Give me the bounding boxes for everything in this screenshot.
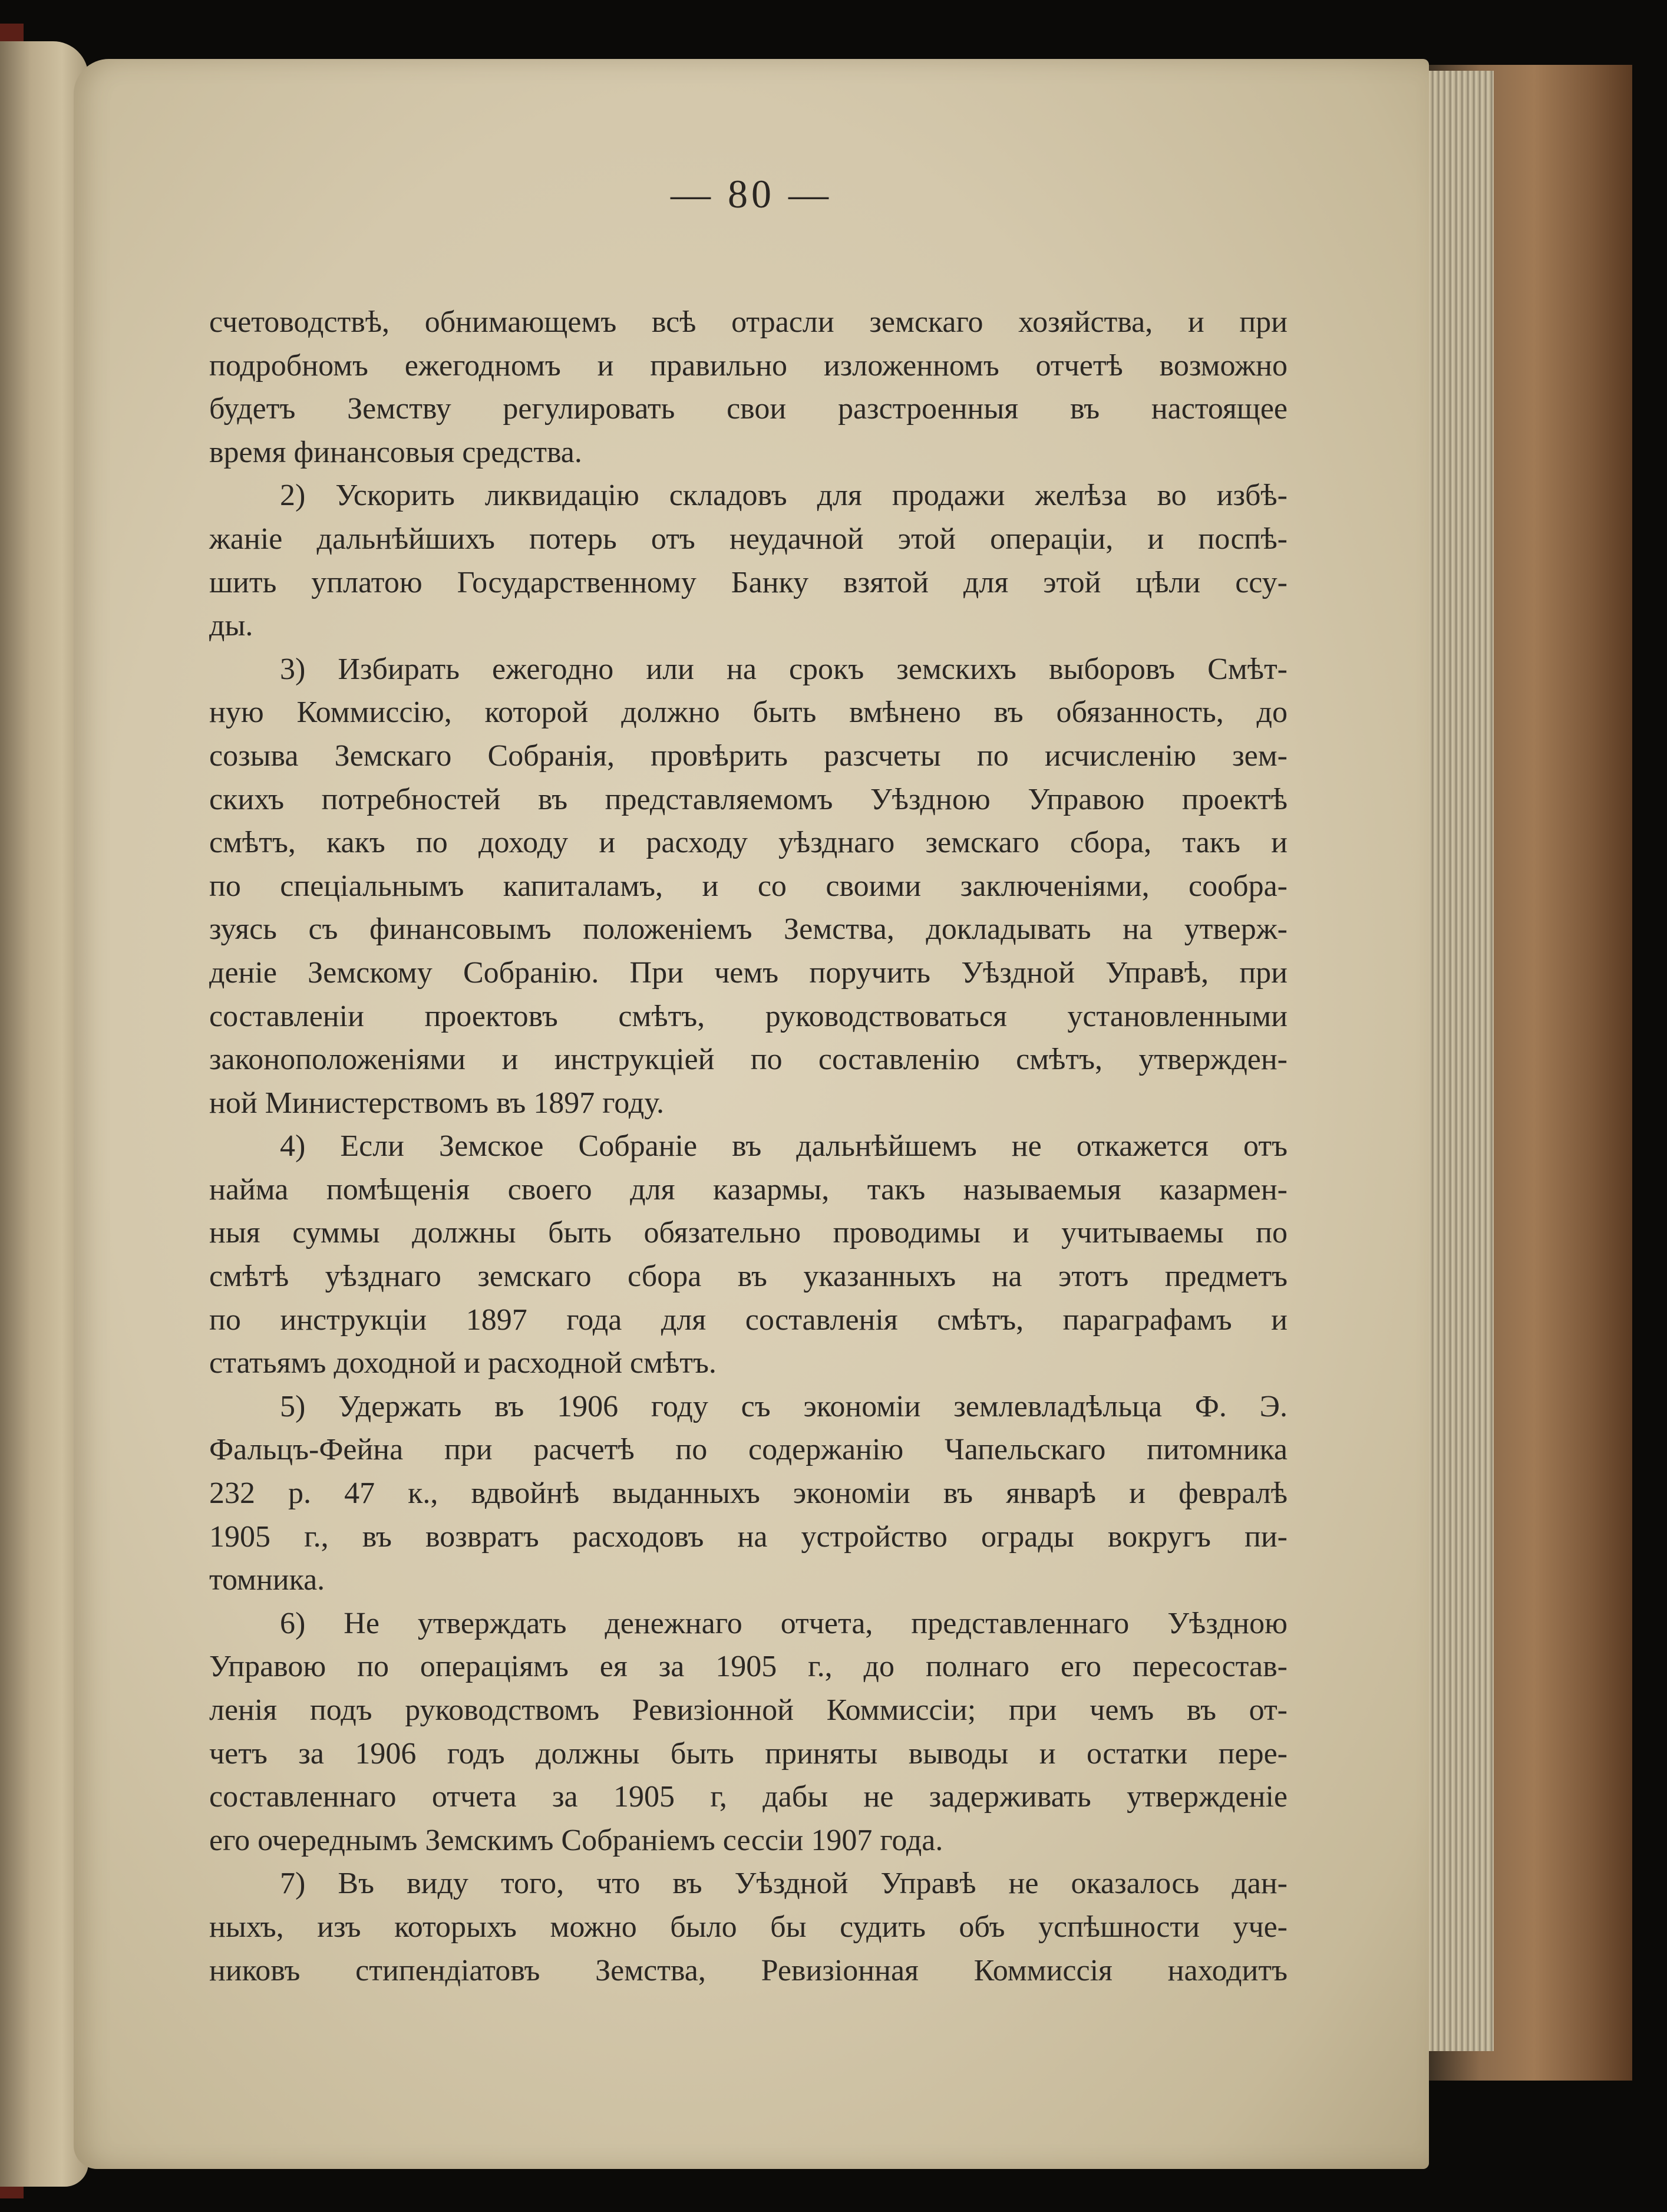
text-line: будетъ Земству регулировать свои разстроенныя въ настоящее xyxy=(209,392,1288,426)
text-line: 5) Удержать въ 1906 году съ экономіи землевладѣльца Ф. Э. xyxy=(280,1389,1288,1423)
text-line: 4) Если Земское Собраніе въ дальнѣйшемъ не откажется отъ xyxy=(280,1129,1288,1163)
text-line: статьямъ доходной и расходной смѣтъ. xyxy=(209,1346,717,1380)
text-line: никовъ стипендіатовъ Земства, Ревизіонная Коммиссія находитъ xyxy=(209,1953,1288,1987)
paragraph xyxy=(209,1602,1288,1862)
text-line: ныя суммы должны быть обязательно проводимы и учитываемы по xyxy=(209,1216,1288,1250)
text-line: 1905 г., въ возвратъ расходовъ на устройство ограды вокругъ пи- xyxy=(209,1519,1288,1554)
text-line: 232 р. 47 к., вдвойнѣ выданныхъ экономіи въ январѣ и февралѣ xyxy=(209,1476,1288,1511)
text-line: 2) Ускорить ликвидацію складовъ для продажи желѣза во избѣ- xyxy=(280,479,1288,513)
page-text xyxy=(209,301,1288,1992)
text-line: ды. xyxy=(209,609,253,643)
text-line: Фальцъ-Фейна при расчетѣ по содержанію Чапельскаго питомника xyxy=(209,1433,1288,1467)
paragraph xyxy=(209,648,1288,1125)
paragraph xyxy=(209,301,1288,474)
text-line: скихъ потребностей въ представляемомъ Уѣздною Управою проектѣ xyxy=(209,782,1288,816)
page-number: — 80 — xyxy=(671,172,832,216)
text-line: составленнаго отчета за 1905 г, дабы не задерживать утвержденіе xyxy=(209,1780,1288,1814)
text-line: Управою по операціямъ ея за 1905 г., до полнаго его пересостав- xyxy=(209,1650,1288,1684)
text-line: по инструкціи 1897 года для составленія смѣтъ, параграфамъ и xyxy=(209,1303,1288,1337)
text-line: томника. xyxy=(209,1563,325,1597)
text-line: ную Коммиссію, которой должно быть вмѣнено въ обязанность, до xyxy=(209,695,1288,730)
text-line: найма помѣщенія своего для казармы, такъ называемыя казармен- xyxy=(209,1172,1288,1206)
text-line: ленія подъ руководствомъ Ревизіонной Коммиссіи; при чемъ въ от- xyxy=(209,1693,1288,1727)
text-line: подробномъ ежегодномъ и правильно изложенномъ отчетѣ возможно xyxy=(209,348,1288,383)
text-line: зуясь съ финансовымъ положеніемъ Земства, докладывать на утверж- xyxy=(209,912,1288,947)
text-line: созыва Земскаго Собранія, провѣрить разсчеты по исчисленію зем- xyxy=(209,739,1288,773)
text-line: по спеціальнымъ капиталамъ, и со своими заключеніями, сообра- xyxy=(209,869,1288,903)
paragraph xyxy=(209,1862,1288,1992)
book-page xyxy=(74,59,1429,2169)
text-line: шить уплатою Государственному Банку взятой для этой цѣли ссу- xyxy=(209,565,1288,599)
text-line: смѣтѣ уѣзднаго земскаго сбора въ указанныхъ на этотъ предметъ xyxy=(209,1260,1288,1294)
text-line: 6) Не утверждать денежнаго отчета, представленнаго Уѣздною xyxy=(280,1606,1288,1640)
text-line: смѣтъ, какъ по доходу и расходу уѣзднаго земскаго сбора, такъ и xyxy=(209,826,1288,860)
text-line: составленіи проектовъ смѣтъ, руководствоваться установленными xyxy=(209,999,1288,1033)
text-line: законоположеніями и инструкціей по составленію смѣтъ, утвержден- xyxy=(209,1043,1288,1077)
text-line: четъ за 1906 годъ должны быть приняты выводы и остатки пере- xyxy=(209,1736,1288,1771)
text-line: ной Министерствомъ въ 1897 году. xyxy=(209,1086,665,1120)
text-line: 7) Въ виду того, что въ Уѣздной Управѣ не оказалось дан- xyxy=(280,1867,1288,1901)
text-line: ныхъ, изъ которыхъ можно было бы судить объ успѣшности уче- xyxy=(209,1910,1288,1944)
text-line: жаніе дальнѣйшихъ потерь отъ неудачной этой операціи, и поспѣ- xyxy=(209,522,1288,556)
text-line: время финансовыя средства. xyxy=(209,435,582,469)
text-line: 3) Избирать ежегодно или на срокъ земскихъ выборовъ Смѣт- xyxy=(280,652,1288,686)
paragraph xyxy=(209,1125,1288,1385)
paragraph xyxy=(209,474,1288,647)
text-line: деніе Земскому Собранію. При чемъ поручить Уѣздной Управѣ, при xyxy=(209,955,1288,990)
text-line: его очереднымъ Земскимъ Собраніемъ сессіи 1907 года. xyxy=(209,1823,943,1857)
paragraph xyxy=(209,1385,1288,1602)
text-line: счетоводствѣ, обнимающемъ всѣ отрасли земскаго хозяйства, и при xyxy=(209,305,1288,339)
